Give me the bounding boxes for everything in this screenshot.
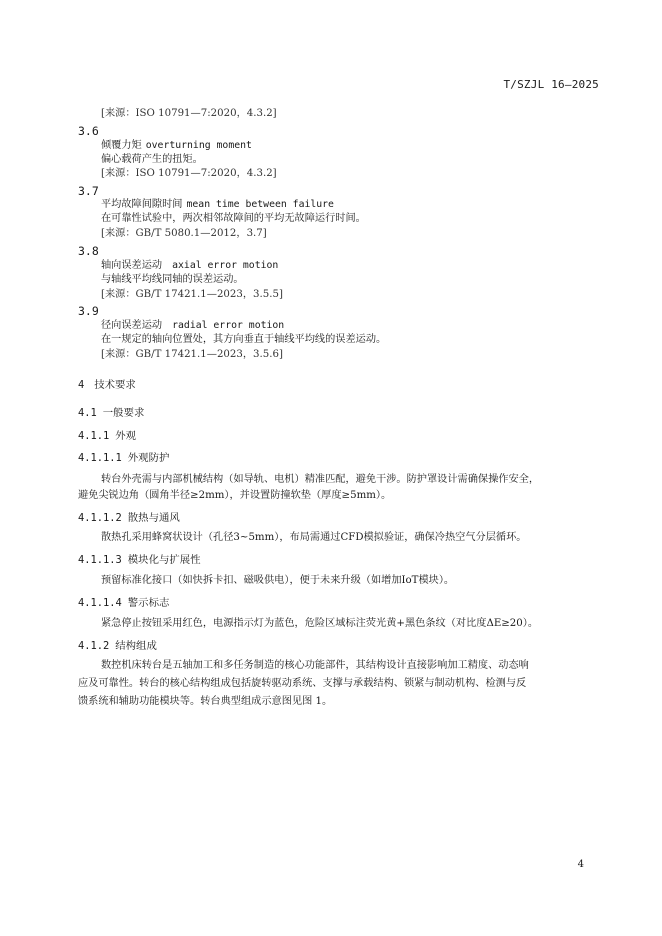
section-number: 4.1.1.1 (78, 452, 122, 464)
body-text: 转台外壳需与内部机械结构（如导轨、电机）精准匹配，避免干涉。防护罩设计需确保操作安全， (101, 474, 540, 485)
term-source: [来源：GB/T 17421.1—2023，3.5.5] (101, 289, 283, 300)
section-title: 警示标志 (127, 597, 170, 609)
term-number: 3.8 (78, 244, 99, 258)
term-number: 3.6 (78, 124, 99, 138)
subsection-heading (78, 639, 157, 653)
term-heading (101, 319, 284, 333)
term-definition: 与轴线平均线同轴的误差运动。 (101, 274, 244, 285)
section-number: 4.1.1.2 (78, 512, 122, 524)
body-text: 散热孔采用蜂窝状设计（孔径3~5mm），布局需通过CFD模拟验证，确保冷热空气分层循环。 (101, 532, 527, 543)
subsection-heading (78, 596, 169, 610)
section-number: 4.1 (78, 407, 97, 419)
body-text: 应及可靠性。转台的核心结构组成包括旋转驱动系统、支撑与承载结构、锁紧与制动机构、检测与反 (78, 678, 527, 689)
term-heading (101, 139, 252, 153)
section-title: 结构组成 (115, 640, 157, 652)
body-text: 数控机床转台是五轴加工和多任务制造的核心功能部件，其结构设计直接影响加工精度、动态响 (101, 660, 529, 671)
subsection-heading (78, 451, 169, 465)
section-number: 4.1.1 (78, 430, 110, 442)
term-chinese: 径向误差运动 (101, 320, 163, 331)
subsection-heading (78, 406, 144, 420)
body-text: 避免尖锐边角（圆角半径≥2mm），并设置防撞软垫（厚度≥5mm）。 (78, 490, 392, 501)
body-text: 预留标准化接口（如快拆卡扣、磁吸供电），便于未来升级（如增加IoT模块）。 (101, 575, 455, 586)
page-number: 4 (577, 859, 584, 870)
section-number: 4.1.1.4 (78, 597, 122, 609)
section-title: 模块化与扩展性 (127, 554, 201, 566)
term-definition: 在一规定的轴向位置处，其方向垂直于轴线平均线的误差运动。 (101, 334, 387, 345)
subsection-heading (78, 429, 136, 443)
term-source: [来源：GB/T 17421.1—2023，3.5.6] (101, 349, 283, 360)
section-number: 4 (78, 379, 85, 391)
section-number: 4.1.2 (78, 640, 110, 652)
term-heading (101, 198, 334, 212)
section-title: 外观 (115, 430, 137, 442)
term-heading (101, 259, 278, 273)
subsection-heading (78, 511, 180, 525)
term-definition: 偏心载荷产生的扭矩。 (101, 154, 203, 165)
document-id-header: T/SZJL 16—2025 (503, 78, 599, 91)
body-text: 紧急停止按钮采用红色，电源指示灯为蓝色，危险区域标注荧光黄+黑色条纹（对比度ΔE≥20）。 (101, 618, 539, 629)
section-title: 外观防护 (127, 452, 170, 464)
term-chinese: 倾覆力矩 (101, 140, 142, 151)
section-heading (78, 378, 136, 392)
term-english: overturning moment (145, 140, 252, 151)
term-english: mean time between failure (186, 199, 334, 210)
term-source: [来源：ISO 10791—7:2020，4.3.2] (101, 168, 277, 179)
term-definition: 在可靠性试验中，两次相邻故障间的平均无故障运行时间。 (101, 213, 366, 224)
term-chinese: 平均故障间隙时间 (101, 199, 183, 210)
section-title: 散热与通风 (127, 512, 180, 524)
term-source: [来源：GB/T 5080.1—2012，3.7] (101, 228, 267, 239)
section-title: 一般要求 (102, 407, 145, 419)
term-english: radial error motion (172, 320, 285, 331)
term-source: [来源：ISO 10791—7:2020，4.3.2] (101, 108, 277, 119)
term-chinese: 轴向误差运动 (101, 260, 163, 271)
term-number: 3.7 (78, 184, 99, 198)
term-english: axial error motion (172, 260, 279, 271)
term-number: 3.9 (78, 304, 99, 318)
section-number: 4.1.1.3 (78, 554, 122, 566)
subsection-heading (78, 553, 201, 567)
section-title: 技术要求 (94, 379, 136, 391)
body-text: 馈系统和辅助功能模块等。转台典型组成示意图见图 1。 (78, 696, 333, 707)
